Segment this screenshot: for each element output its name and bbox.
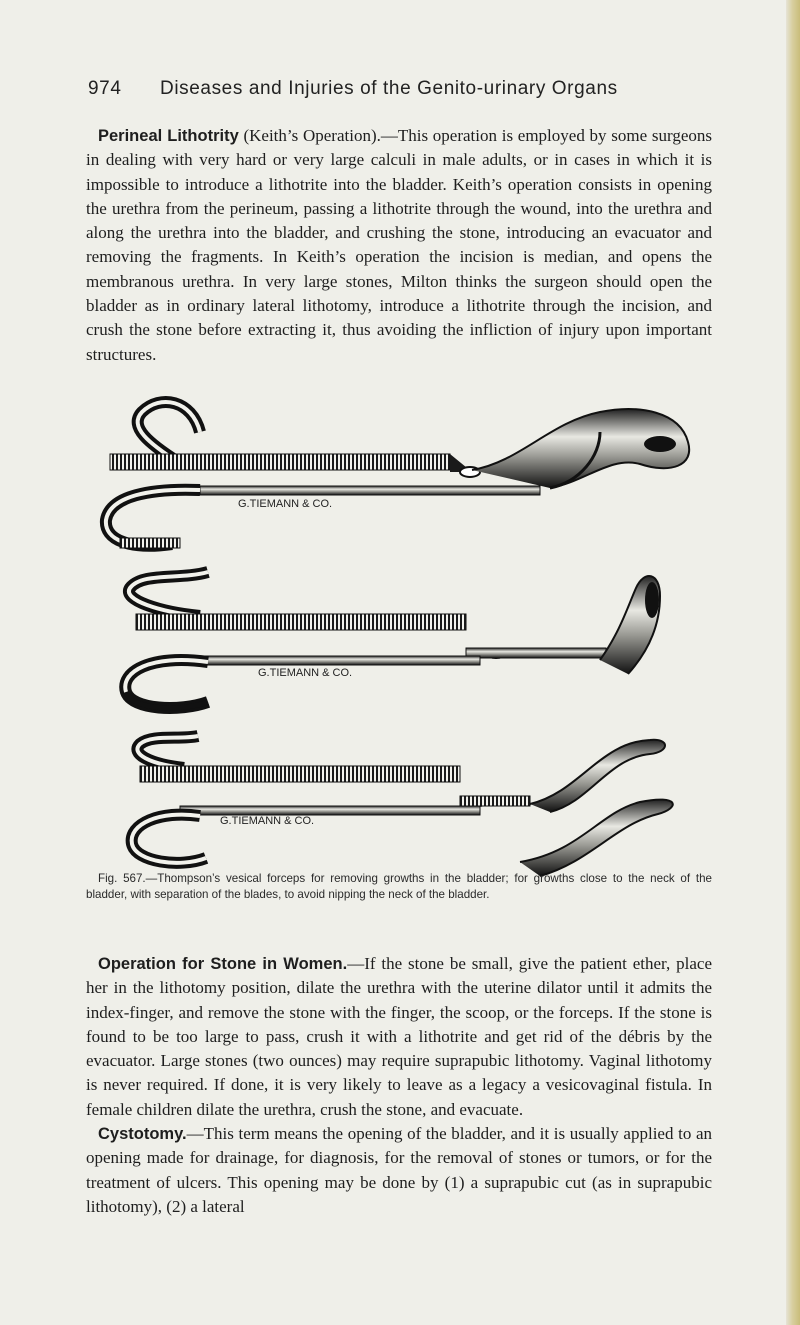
paragraph <box>86 1122 712 1219</box>
paragraph-body: —This term means the opening of the bladder, and it is usually applied to an opening made for drainage, for diagnosis, for the removal of stones or tumors, or for the treatment of ulcers. This opening may be done by (1) a suprapubic cut (as in suprapubic lithotomy), (2) a lateral <box>86 1124 712 1216</box>
forceps-illustration <box>80 392 720 888</box>
section-heading: Operation for Stone in Women. <box>98 955 348 973</box>
forceps-2-drawing <box>125 572 660 708</box>
paragraph <box>86 124 712 367</box>
page-edge-shading <box>786 0 800 1325</box>
forceps-2-maker-mark: G.TIEMANN & CO. <box>258 667 353 679</box>
page-number: 974 <box>88 78 122 99</box>
paragraph-body: —If the stone be small, give the patient ether, place her in the lithotomy position, dilate the urethra with the uterine dilator until it admits the index-finger, and remove the stone with the finger, the scoop, or the forceps. If the stone is found to be too large to pass, crush it with a lithotrite and get rid of the débris by the evacuator. Large stones (two ounces) may require suprapubic lithotomy. Vaginal lithotomy is never required. If done, it is very likely to leave as a legacy a vesicovaginal fistula. In female children dilate the urethra, crush the stone, and evacuate. <box>86 954 712 1119</box>
forceps-1-maker-mark: G.TIEMANN & CO. <box>238 498 333 510</box>
forceps-3-maker-mark: G.TIEMANN & CO. <box>220 815 315 827</box>
running-header <box>88 78 708 100</box>
forceps-1-drawing <box>106 402 689 548</box>
section-heading: Cystotomy. <box>98 1125 187 1144</box>
section-perineal-lithotrity <box>86 124 712 367</box>
paragraph <box>86 952 712 1122</box>
section-heading: Perineal Lithotrity <box>98 127 239 145</box>
section-stone-in-women-and-cystotomy <box>86 952 712 1219</box>
running-title: Diseases and Injuries of the Genito-urinary Organs <box>160 78 618 99</box>
forceps-3-drawing <box>132 736 673 876</box>
forceps-figure <box>80 392 720 888</box>
caption-text: Fig. 567.—Thompson’s vesical forceps for removing growths in the bladder; for growths close to the neck of the bladder, with separation of the blades, to avoid nipping the neck of the bladder. <box>86 872 712 901</box>
figure-caption <box>86 871 712 903</box>
paragraph-body: (Keith’s Operation).—This operation is employed by some surgeons in dealing with very hard or very large calculi in male adults, or in cases in which it is impossible to introduce a lithotrite into the bladder. Keith’s operation consists in opening the urethra from the perineum, passing a lithotrite through the wound, into the urethra and along the urethra into the bladder, and crushing the stone, introducing an evacuator and removing the fragments. In Keith’s operation the incision is median, and opens the membranous urethra. In very large stones, Milton thinks the surgeon should open the bladder as in ordinary lateral lithotomy, introduce a lithotrite through the incision, and crush the stone before extracting it, thus avoiding the infliction of injury upon important structures. <box>86 126 712 364</box>
